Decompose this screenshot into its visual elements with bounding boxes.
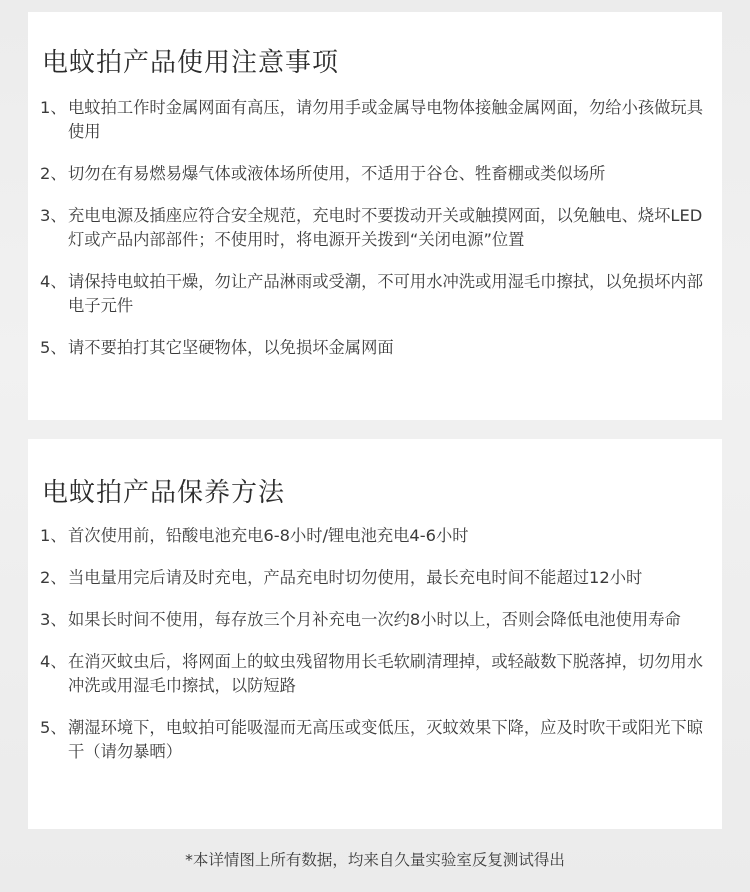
item-number: 2、 bbox=[40, 164, 67, 183]
section-title: 电蚊拍产品使用注意事项 bbox=[42, 48, 340, 78]
item-number: 3、 bbox=[40, 206, 67, 225]
list-item bbox=[40, 204, 704, 252]
item-text: 如果长时间不使用，每存放三个月补充电一次约8小时以上，否则会降低电池使用寿命 bbox=[68, 610, 681, 629]
item-number: 5、 bbox=[40, 338, 67, 357]
list-item bbox=[40, 336, 704, 360]
data-source-footnote: *本详情图上所有数据，均来自久量实验室反复测试得出 bbox=[185, 851, 565, 869]
list-item bbox=[40, 566, 704, 590]
item-text: 当电量用完后请及时充电，产品充电时切勿使用，最长充电时间不能超过12小时 bbox=[68, 568, 643, 587]
item-number: 1、 bbox=[40, 98, 67, 117]
maintenance-methods-card bbox=[28, 439, 722, 829]
item-number: 1、 bbox=[40, 526, 67, 545]
item-text: 潮湿环境下，电蚊拍可能吸湿而无高压或变低压，灭蚊效果下降，应及时吹干或阳光下晾干（请勿暴晒） bbox=[68, 718, 703, 761]
list-item bbox=[40, 716, 704, 764]
list-item bbox=[40, 524, 704, 548]
list-item bbox=[40, 270, 704, 318]
item-text: 首次使用前，铅酸电池充电6-8小时/锂电池充电4-6小时 bbox=[68, 526, 469, 545]
usage-precautions-card bbox=[28, 12, 722, 420]
item-number: 5、 bbox=[40, 718, 67, 737]
list-item bbox=[40, 650, 704, 698]
item-text: 在消灭蚊虫后，将网面上的蚊虫残留物用长毛软刷清理掉，或轻敲数下脱落掉，切勿用水冲洗或用湿毛巾擦拭，以防短路 bbox=[68, 652, 703, 695]
item-number: 3、 bbox=[40, 610, 67, 629]
list-item bbox=[40, 608, 704, 632]
item-number: 4、 bbox=[40, 272, 67, 291]
section-title: 电蚊拍产品保养方法 bbox=[42, 478, 286, 508]
item-text: 充电电源及插座应符合安全规范，充电时不要拨动开关或触摸网面，以免触电、烧坏LED灯或产品内部部件；不使用时，将电源开关拨到“关闭电源”位置 bbox=[68, 206, 703, 249]
precautions-list bbox=[40, 96, 704, 378]
item-number: 2、 bbox=[40, 568, 67, 587]
item-text: 电蚊拍工作时金属网面有高压，请勿用手或金属导电物体接触金属网面，勿给小孩做玩具使用 bbox=[68, 98, 703, 141]
maintenance-list bbox=[40, 524, 704, 782]
item-text: 请保持电蚊拍干燥，勿让产品淋雨或受潮，不可用水冲洗或用湿毛巾擦拭，以免损坏内部电子元件 bbox=[68, 272, 703, 315]
list-item bbox=[40, 96, 704, 144]
list-item bbox=[40, 162, 704, 186]
item-text: 切勿在有易燃易爆气体或液体场所使用，不适用于谷仓、牲畜棚或类似场所 bbox=[68, 164, 606, 183]
item-text: 请不要拍打其它坚硬物体，以免损坏金属网面 bbox=[68, 338, 394, 357]
item-number: 4、 bbox=[40, 652, 67, 671]
